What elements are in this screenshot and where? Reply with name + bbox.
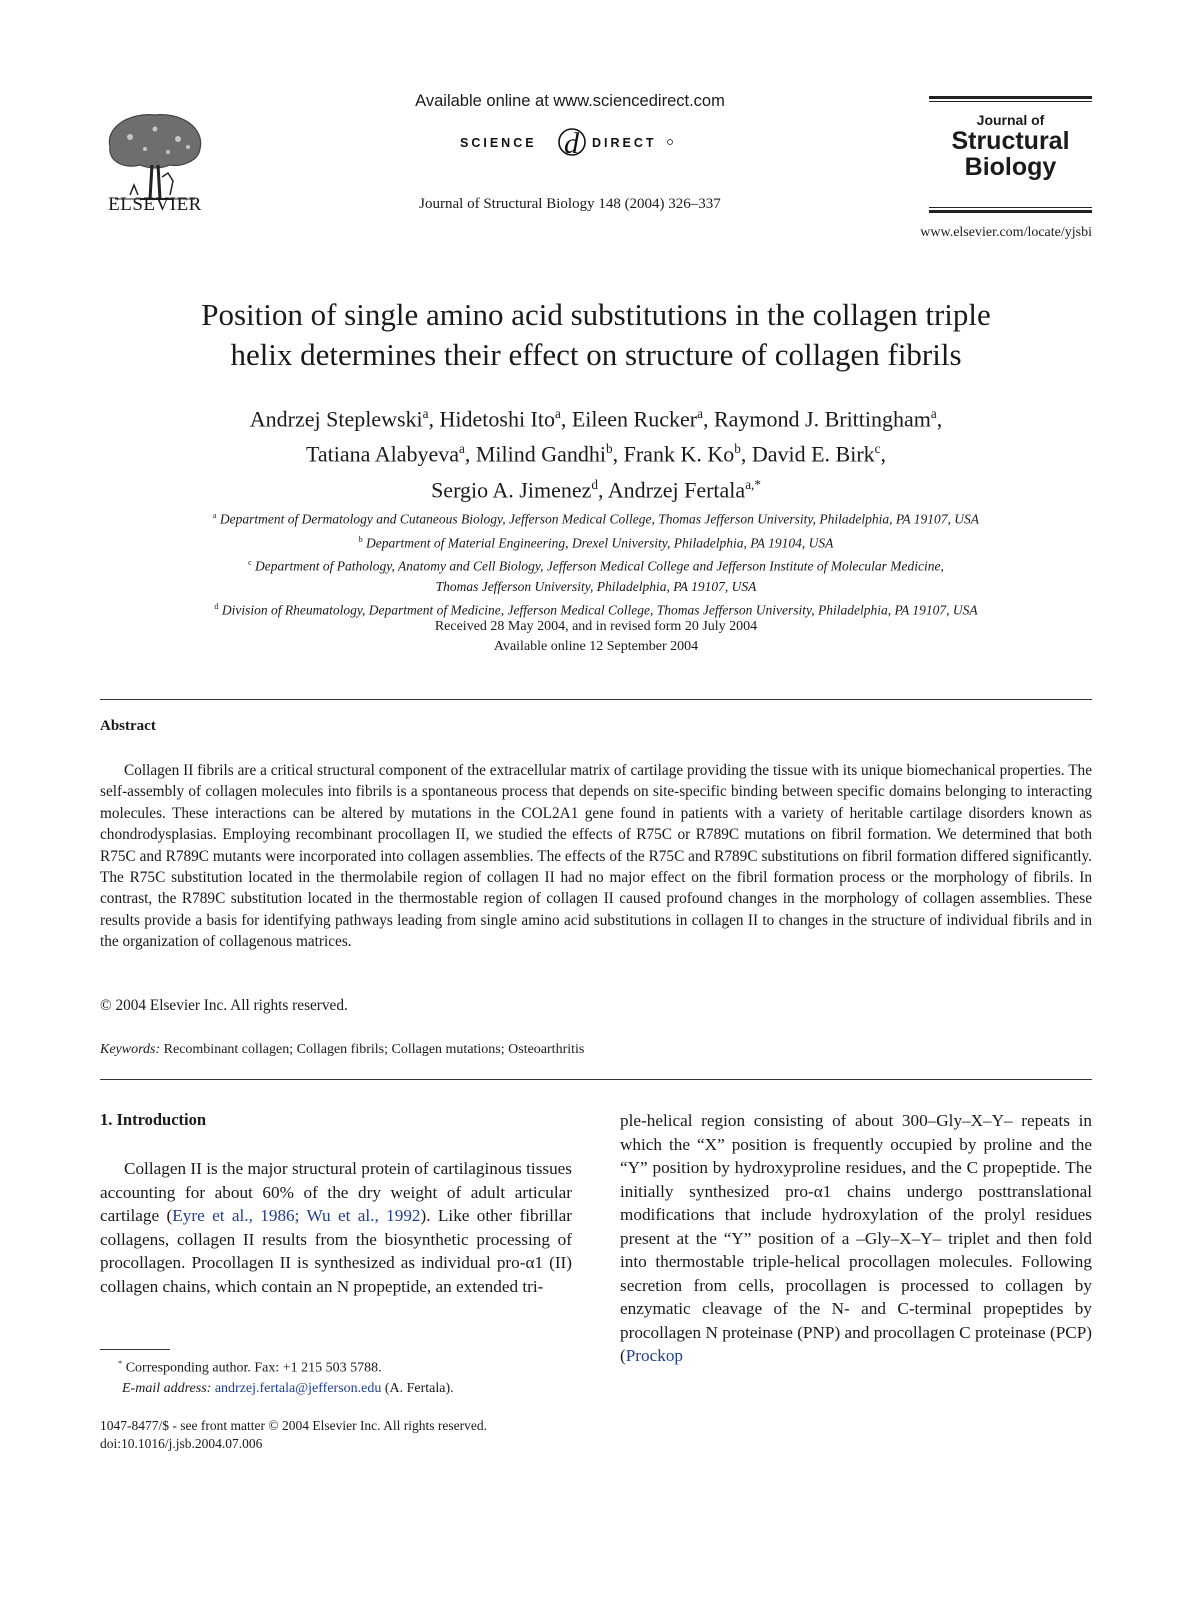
journal-box-rule <box>929 96 1092 99</box>
author-affil-marker: a <box>459 441 465 457</box>
body-text: ple-helical region consisting of about 300–Gly–X–Y– repeats in which the “X” position is frequently occupied by proline and the “Y” position by hydroxyproline residues, and the C propeptide. The initially synthesized pro-α1 chains undergo posttranslational modifications that include hydroxylation of the prolyl residues present at the “Y” position of a –Gly–X–Y– triplet and then fold into thermostable triple-helical procollagen molecules. Following secretion from cells, procollagen is processed to collagen by enzymatic cleavage of the N- and C-terminal propeptides by procollagen N proteinase (PNP) and procollagen C proteinase (PCP) ( <box>620 1111 1092 1365</box>
author-affil-marker: a <box>555 406 561 421</box>
citation-link[interactable]: Eyre et al., 1986; Wu et al., 1992 <box>172 1206 421 1225</box>
author-separator: , <box>880 441 887 467</box>
journal-logo-line2: Biology <box>964 153 1057 181</box>
author-separator: , <box>740 441 752 467</box>
copyright-notice: © 2004 Elsevier Inc. All rights reserved. <box>100 997 348 1014</box>
author-affil-marker: d <box>591 476 598 492</box>
affiliation-marker: c <box>248 558 252 567</box>
author-affil-marker: b <box>734 441 741 457</box>
author-name: Andrzej Steplewski <box>249 406 423 432</box>
author-separator: , <box>464 441 476 467</box>
journal-logo-line1: Structural <box>951 127 1070 155</box>
author-line <box>100 399 1092 434</box>
author-name: Frank K. Ko <box>623 441 735 467</box>
intro-left-column <box>100 1157 572 1298</box>
journal-logo-box <box>929 112 1092 180</box>
author-separator: , <box>428 406 440 432</box>
affiliation <box>100 553 1092 577</box>
issn-line: 1047-8477/$ - see front matter © 2004 Elsevier Inc. All rights reserved. <box>100 1418 488 1433</box>
article-title <box>100 295 1092 375</box>
footnote-marker: * <box>118 1359 123 1368</box>
keywords <box>100 1042 584 1058</box>
journal-logo-name <box>929 128 1092 180</box>
body-text: ). Like other fibrillar collagens, collagen II results from the biosynthetic processing of procollagen. Procollagen II is synthesized as individual pro-α1 (II) collagen chains, which contain an N propeptide, an extended tri- <box>100 1206 572 1296</box>
citation-link[interactable]: Prockop <box>625 1346 684 1365</box>
available-online-text: Available online at www.sciencedirect.com <box>415 92 725 110</box>
email-link[interactable]: andrzej.fertala@jefferson.edu <box>214 1380 382 1396</box>
journal-reference: Journal of Structural Biology 148 (2004) 326–337 <box>419 196 721 212</box>
body-text: Collagen II is the major structural protein of cartilaginous tissues accounting for about 60% of the dry weight of adult articular cartilage ( <box>100 1159 572 1225</box>
section-heading: 1. Introduction <box>100 1110 207 1129</box>
affiliation-text: Thomas Jefferson University, Philadelphia, PA 19107, USA <box>435 578 757 594</box>
author-separator: , <box>702 406 714 432</box>
affiliation-marker: d <box>214 601 219 611</box>
author-affil-marker: a <box>930 406 937 421</box>
sciencedirect-logo <box>460 120 680 164</box>
footnote-email <box>100 1379 572 1399</box>
title-line: helix determines their effect on structure of collagen fibrils <box>230 337 962 372</box>
footnote-corresponding <box>100 1354 572 1379</box>
intro-right-column <box>620 1109 1092 1368</box>
sciencedirect-d-icon <box>559 127 585 160</box>
registered-mark-icon <box>668 140 673 145</box>
available-date: Available online 12 September 2004 <box>493 639 699 654</box>
affiliation-marker: b <box>358 534 363 544</box>
received-date: Received 28 May 2004, and in revised form 20 July 2004 <box>434 619 758 634</box>
affiliation-text: Division of Rheumatology, Department of Medicine, Jefferson Medical College, Thomas Jefferson University, Philadelphia, PA 19107, USA <box>221 602 978 617</box>
keywords-label: Keywords: <box>100 1042 161 1057</box>
author-name: David E. Birk <box>751 441 875 467</box>
sciencedirect-logo-left: SCIENCE <box>460 136 537 150</box>
doi-line[interactable]: doi:10.1016/j.jsb.2004.07.006 <box>100 1436 263 1451</box>
affiliation-marker: a <box>212 511 217 520</box>
author-line <box>100 434 1092 469</box>
author-name: Tatiana Alabyeva <box>305 441 459 467</box>
author-affil-marker: b <box>606 441 613 457</box>
keywords-list: Recombinant collagen; Collagen fibrils; Collagen mutations; Osteoarthritis <box>163 1042 585 1057</box>
publisher-name: ELSEVIER <box>108 194 202 215</box>
footnote-rule <box>100 1349 170 1350</box>
journal-logo-small: Journal of <box>976 112 1045 128</box>
journal-box-rule <box>929 101 1092 102</box>
author-affil-marker: a <box>697 406 703 421</box>
author-name: Hidetoshi Ito <box>439 406 555 432</box>
affiliations <box>100 506 1092 620</box>
email-suffix: (A. Fertala). <box>384 1380 454 1396</box>
author-name: Sergio A. Jimenez <box>431 476 592 502</box>
title-line: Position of single amino acid substitutions in the collagen triple <box>201 297 991 332</box>
affiliation <box>100 506 1092 530</box>
abstract-heading: Abstract <box>100 718 156 734</box>
author-list <box>100 399 1092 505</box>
email-label: E-mail address: <box>122 1380 212 1396</box>
footnote-text: Corresponding author. Fax: +1 215 503 5788. <box>125 1360 382 1376</box>
author-separator: , <box>560 406 572 432</box>
affiliation <box>100 530 1092 554</box>
author-separator: , <box>936 406 943 432</box>
author-separator: , <box>612 441 624 467</box>
author-name: Raymond J. Brittingham <box>713 406 931 432</box>
journal-box-rule <box>929 210 1092 213</box>
author-line <box>100 470 1092 505</box>
front-matter <box>100 1417 620 1453</box>
author-affil-marker: a <box>422 406 429 421</box>
affiliation-text: Department of Dermatology and Cutaneous Biology, Jefferson Medical College, Thomas Jefferson University, Philadelphia, PA 19107, USA <box>219 511 980 527</box>
affiliation-text: Department of Pathology, Anatomy and Cell Biology, Jefferson Medical College and Jefferson Institute of Molecular Medicine, <box>255 558 944 574</box>
affiliation-text: Department of Material Engineering, Drexel University, Philadelphia, PA 19104, USA <box>366 535 834 550</box>
author-name: Andrzej Fertala <box>607 476 746 502</box>
journal-box-rule <box>929 207 1092 208</box>
journal-url[interactable]: www.elsevier.com/locate/yjsbi <box>920 225 1092 240</box>
affiliation <box>100 577 1092 597</box>
corresponding-author-marker[interactable]: a,* <box>745 476 761 492</box>
abstract-text: Collagen II fibrils are a critical structural component of the extracellular matrix of cartilage providing the tissue with its unique biomechanical properties. The self-assembly of collagen molecules into fibrils is a spontaneous process that depends on site-specific binding between specific domains belonging to interacting molecules. These interactions can be altered by mutations in the COL2A1 gene found in patients with a variety of heritable cartilage disorders known as chondrodysplasias. Employing recombinant procollagen II, we studied the effects of R75C or R789C mutations on fibril formation. We determined that both R75C and R789C mutants were incorporated into collagen assemblies. The effects of the R75C and R789C substitutions on fibril formation differed significantly. The R75C substitution located in the thermolabile region of collagen II had no major effect on the fibril formation process or the morphology of fibrils. In contrast, the R789C substitution located in the thermostable region of collagen II caused profound changes in the morphology of collagen assemblies. These results provide a basis for identifying pathways leading from single amino acid substitutions in collagen II to changes in the structure of individual fibrils and in the organization of collagenous matrices. <box>100 762 1092 951</box>
author-affil-marker: c <box>874 441 881 457</box>
author-name: Milind Gandhi <box>475 441 607 467</box>
svg-text:d: d <box>564 127 579 160</box>
divider <box>100 1079 1092 1080</box>
footnote <box>100 1354 572 1399</box>
author-name: Eileen Rucker <box>571 406 698 432</box>
divider <box>100 699 1092 700</box>
author-separator: , <box>597 476 608 502</box>
article-dates <box>100 617 1092 657</box>
sciencedirect-logo-right: DIRECT <box>592 136 657 150</box>
